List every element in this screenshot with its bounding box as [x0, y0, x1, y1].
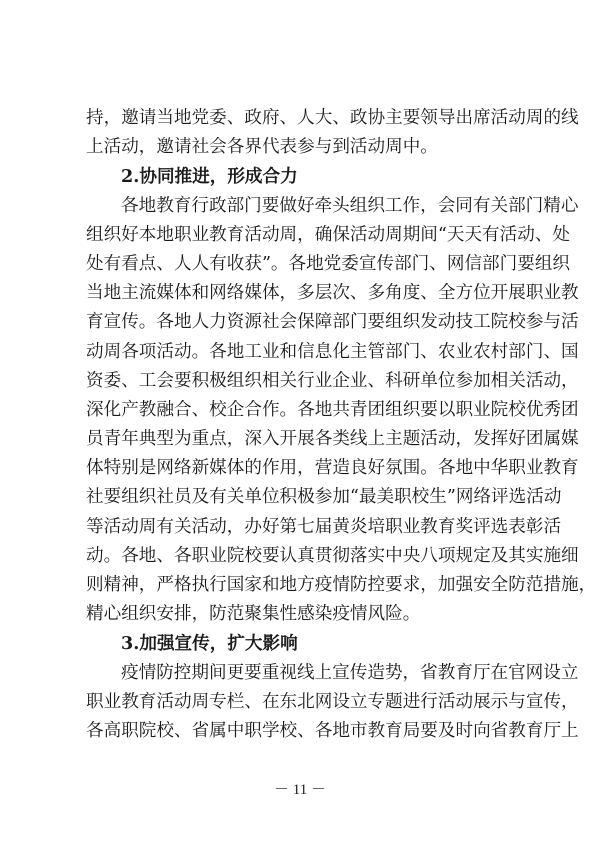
body-line: 则精神，严格执行国家和地方疫情防控要求，加强安全防范措施， — [86, 575, 597, 595]
section-heading: 3.加强宣传，扩大影响 — [121, 633, 298, 655]
body-line: 动。各地、各职业院校要认真贯彻落实中央八项规定及其实施细 — [86, 545, 579, 566]
paragraph-first-line: 各地教育行政部门要做好牵头组织工作，会同有关部门精心 — [121, 195, 579, 216]
body-line: 社要组织社员及有关单位积极参加“最美职校生”网络评选活动 — [86, 487, 562, 508]
paragraph-first-line: 疫情防控期间更要重视线上宣传造势，省教育厅在官网设立 — [121, 662, 579, 683]
body-line: 动周各项活动。各地工业和信息化主管部门、农业农村部门、国 — [86, 341, 579, 362]
page-number: － 11 － — [274, 782, 326, 798]
body-line: 体特别是网络新媒体的作用，营造良好氛围。各地中华职业教育 — [86, 458, 579, 479]
body-line: 组织好本地职业教育活动周，确保活动周期间“天天有活动、处 — [86, 224, 571, 245]
body-line: 育宣传。各地人力资源社会保障部门要组织发动技工院校参与活 — [86, 312, 579, 333]
body-line: 员青年典型为重点，深入开展各类线上主题活动，发挥好团属媒 — [86, 429, 579, 450]
body-line: 精心组织安排，防范聚集性感染疫情风险。 — [86, 604, 421, 625]
section-heading: 2.协同推进，形成合力 — [121, 166, 298, 188]
body-line: 上活动，邀请社会各界代表参与到活动周中。 — [86, 137, 438, 158]
body-line: 持，邀请当地党委、政府、人大、政协主要领导出席活动周的线 — [86, 108, 579, 128]
body-line: 处有看点、人人有收获”。各地党委宣传部门、网信部门要组织 — [86, 253, 571, 274]
body-line: 职业教育活动周专栏、在东北网设立专题进行活动展示与宣传， — [86, 691, 579, 712]
body-line: 资委、工会要积极组织相关行业企业、科研单位参加相关活动， — [86, 370, 579, 391]
body-line: 各高职院校、省属中职学校、各地市教育局要及时向省教育厅上 — [86, 720, 579, 741]
body-line: 深化产教融合、校企合作。各地共青团组织要以职业院校优秀团 — [86, 399, 579, 420]
body-line: 等活动周有关活动，办好第七届黄炎培职业教育奖评选表彰活 — [86, 516, 562, 537]
body-line: 当地主流媒体和网络媒体，多层次、多角度、全方位开展职业教 — [86, 283, 579, 304]
